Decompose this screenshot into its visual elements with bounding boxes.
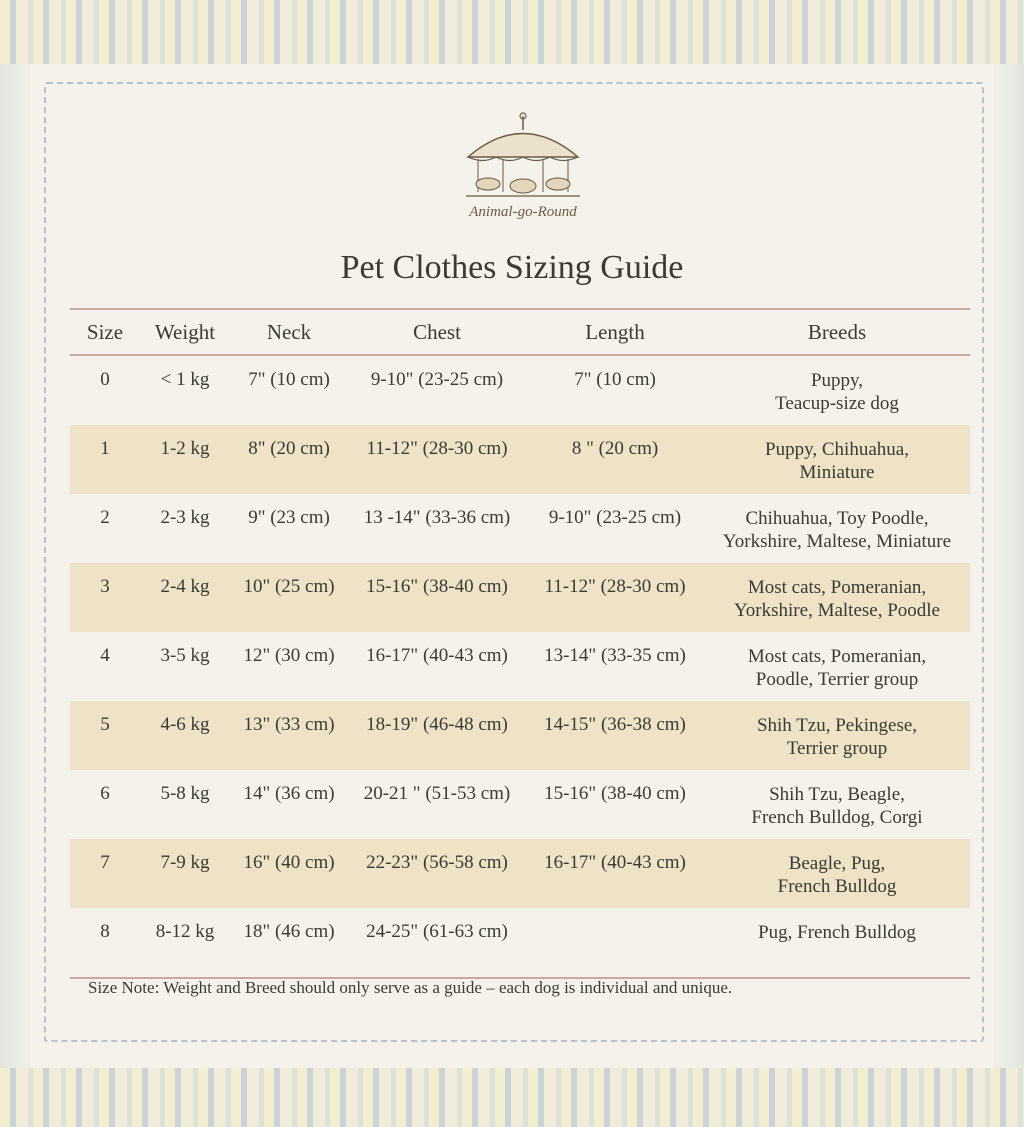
cell-length: 15-16" (38-40 cm) (544, 783, 686, 804)
cell-weight: 5-8 kg (160, 783, 210, 804)
table-row (70, 908, 970, 977)
cell-breeds (704, 369, 970, 415)
table-row (70, 632, 970, 701)
cell-chest: 13 -14" (33-36 cm) (363, 507, 511, 528)
cell-length: 11-12" (28-30 cm) (544, 576, 686, 597)
cell-chest: 24-25" (61-63 cm) (366, 921, 508, 942)
breeds-line-2: Teacup-size dog (775, 393, 899, 414)
table-header (70, 310, 970, 354)
breeds-line-2: Terrier group (786, 738, 888, 759)
table-row (70, 701, 970, 770)
cell-weight: 2-4 kg (160, 576, 210, 597)
cell-length: 13-14" (33-35 cm) (544, 645, 686, 666)
cell-breeds (704, 921, 970, 944)
table-row (70, 563, 970, 632)
cell-length: 14-15" (36-38 cm) (544, 714, 686, 735)
cell-neck: 7" (10 cm) (248, 369, 330, 390)
cell-chest: 22-23" (56-58 cm) (366, 852, 508, 873)
sizing-table (70, 308, 970, 979)
header-breeds: Breeds (807, 319, 867, 344)
breeds-line-2: Yorkshire, Maltese, Miniature (722, 531, 952, 552)
bottom-stripe-border (0, 1068, 1024, 1127)
cell-breeds (704, 576, 970, 622)
cell-neck: 14" (36 cm) (243, 783, 335, 804)
header-weight: Weight (154, 319, 216, 344)
cell-breeds (704, 645, 970, 691)
cell-neck: 18" (46 cm) (243, 921, 335, 942)
breeds-line-1: Puppy, Chihuahua, (765, 439, 909, 460)
breeds-line-1: Chihuahua, Toy Poodle, (745, 508, 929, 529)
cell-chest: 15-16" (38-40 cm) (366, 576, 508, 597)
header-chest: Chest (413, 319, 461, 344)
cell-weight: 2-3 kg (160, 507, 210, 528)
breeds-line-2: French Bulldog (777, 876, 897, 897)
cell-chest: 11-12" (28-30 cm) (366, 438, 508, 459)
cell-size: 5 (100, 714, 110, 735)
breeds-line-1: Beagle, Pug, (788, 853, 886, 874)
cell-chest: 18-19" (46-48 cm) (366, 714, 508, 735)
header-length: Length (585, 319, 645, 344)
breeds-line-1: Pug, French Bulldog (758, 922, 916, 943)
table-body (70, 356, 970, 977)
cell-weight: 3-5 kg (160, 645, 210, 666)
cell-weight: 4-6 kg (160, 714, 210, 735)
cell-size: 2 (100, 507, 110, 528)
cell-size: 0 (100, 369, 110, 390)
cell-length: 9-10" (23-25 cm) (548, 507, 682, 528)
cell-neck: 10" (25 cm) (243, 576, 335, 597)
breeds-line-1: Puppy, (810, 370, 864, 391)
cell-size: 3 (100, 576, 110, 597)
cell-length: 7" (10 cm) (574, 369, 656, 390)
cell-breeds (704, 852, 970, 898)
cell-size: 1 (100, 438, 110, 459)
cell-size: 8 (100, 921, 110, 942)
cell-size: 7 (100, 852, 110, 873)
breeds-line-2: Poodle, Terrier group (755, 669, 919, 690)
size-note: Size Note: Weight and Breed should only serve as a guide – each dog is individual and unique. (88, 978, 733, 997)
top-stripe-border (0, 0, 1024, 64)
left-border (0, 64, 30, 1068)
cell-chest: 16-17" (40-43 cm) (366, 645, 508, 666)
page-title: Pet Clothes Sizing Guide (340, 249, 684, 286)
sizing-card (30, 64, 994, 1068)
breeds-line-1: Most cats, Pomeranian, (747, 577, 927, 598)
logo-script-text: Animal-go-Round (469, 204, 577, 220)
right-border (994, 64, 1024, 1068)
cell-neck: 8" (20 cm) (248, 438, 330, 459)
breeds-line-1: Most cats, Pomeranian, (747, 646, 927, 667)
table-row (70, 839, 970, 908)
cell-weight: < 1 kg (160, 369, 210, 390)
breeds-line-2: Yorkshire, Maltese, Poodle (733, 600, 940, 621)
cell-breeds (704, 714, 970, 760)
cell-weight: 8-12 kg (155, 921, 215, 942)
cell-size: 4 (100, 645, 110, 666)
cell-breeds (704, 783, 970, 829)
table-row (70, 494, 970, 563)
cell-length: 8 " (20 cm) (571, 438, 659, 459)
header-size: Size (86, 319, 124, 344)
breeds-line-2: Miniature (799, 462, 875, 483)
cell-neck: 9" (23 cm) (248, 507, 330, 528)
table-row (70, 770, 970, 839)
cell-neck: 12" (30 cm) (243, 645, 335, 666)
cell-chest: 20-21 " (51-53 cm) (363, 783, 511, 804)
cell-weight: 7-9 kg (160, 852, 210, 873)
cell-weight: 1-2 kg (160, 438, 210, 459)
table-row (70, 356, 970, 425)
breeds-line-1: Shih Tzu, Beagle, (769, 784, 905, 805)
header-neck: Neck (266, 319, 312, 344)
table-row (70, 425, 970, 494)
breeds-line-2: French Bulldog, Corgi (751, 807, 923, 828)
breeds-line-1: Shih Tzu, Pekingese, (756, 715, 918, 736)
cell-neck: 13" (33 cm) (243, 714, 335, 735)
cell-breeds (704, 507, 970, 553)
cell-neck: 16" (40 cm) (243, 852, 335, 873)
cell-size: 6 (100, 783, 110, 804)
cell-breeds (704, 438, 970, 484)
cell-chest: 9-10" (23-25 cm) (370, 369, 504, 390)
cell-length: 16-17" (40-43 cm) (544, 852, 686, 873)
